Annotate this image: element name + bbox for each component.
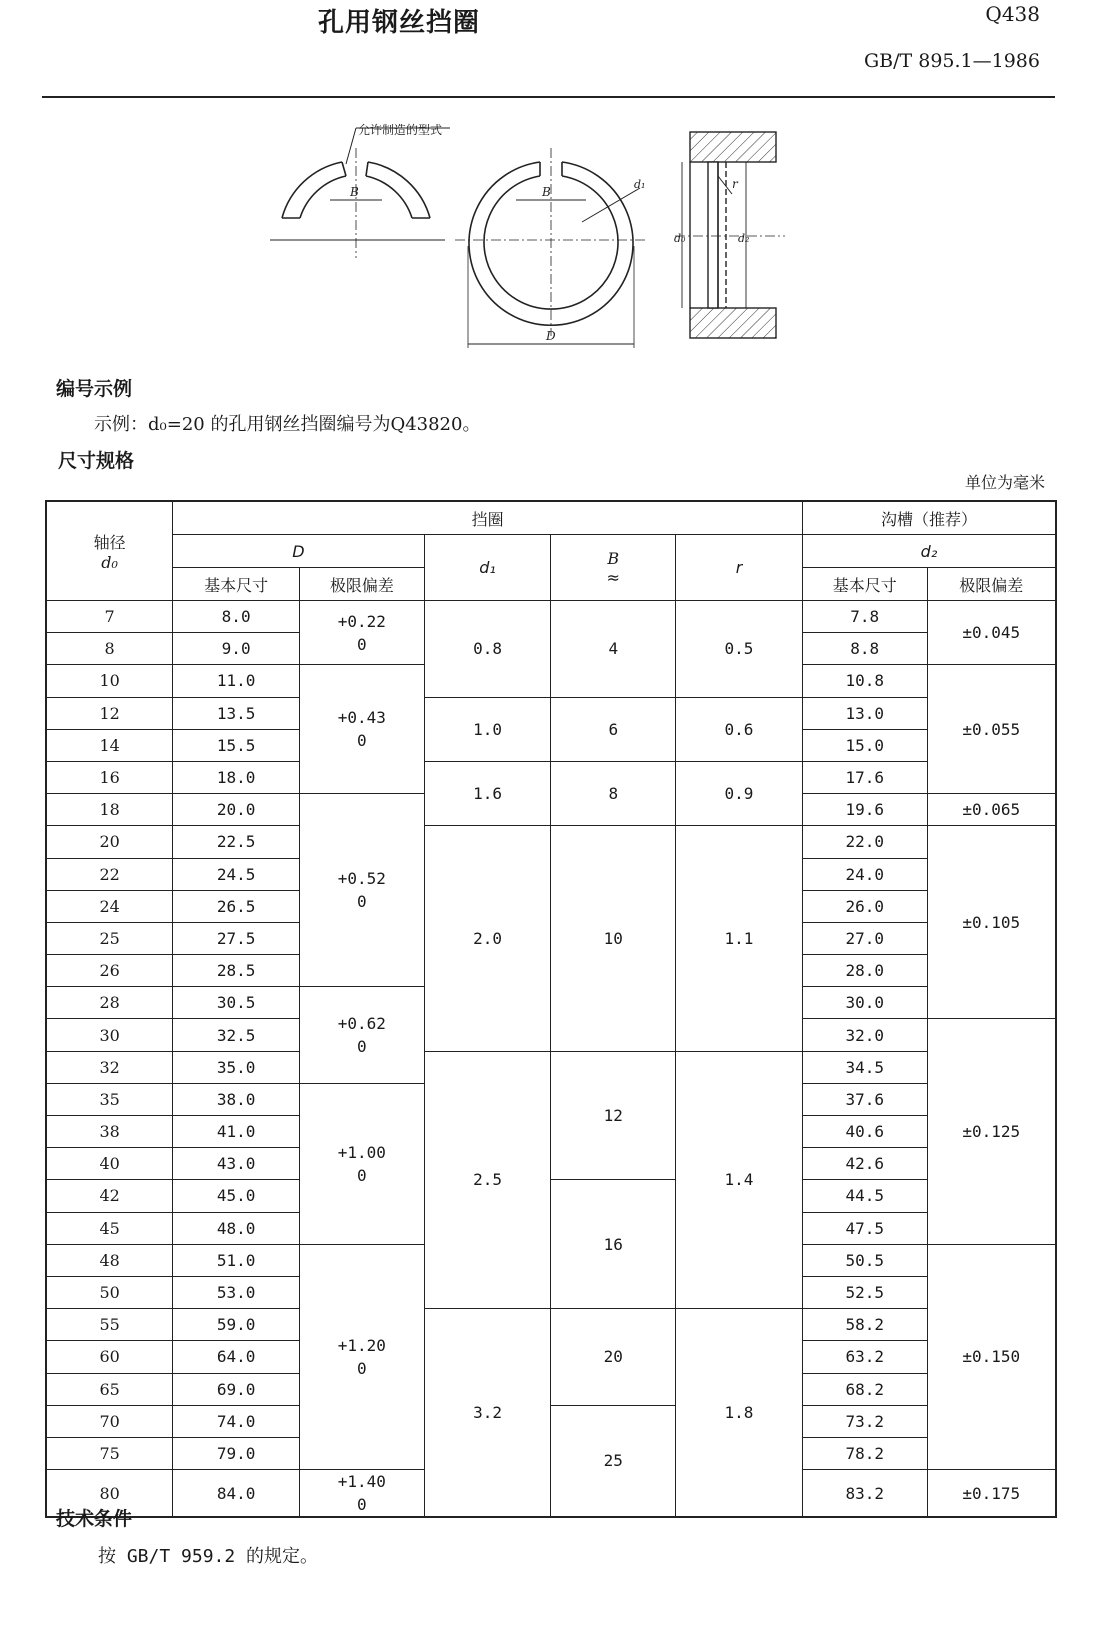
cell-D: 64.0 [173,1341,300,1373]
ring-top-view [455,148,648,348]
numbering-text: 示例：d₀=20 的孔用钢丝挡圈编号为Q43820。 [94,414,481,435]
cell-d0: 12 [46,697,173,729]
header-rule [42,96,1055,98]
cell-D-tol: +1.20 0 [300,1244,425,1469]
spec-table [45,500,1057,1518]
cell-d0: 60 [46,1341,173,1373]
cell-d0: 14 [46,729,173,761]
header-d2: d₂ [802,535,1056,568]
cell-D: 84.0 [173,1470,300,1518]
cell-D: 26.5 [173,890,300,922]
cell-d0: 32 [46,1051,173,1083]
cell-d0: 8 [46,633,173,665]
cell-r: 0.5 [676,601,803,698]
cell-B: 25 [551,1405,676,1517]
cell-d2: 68.2 [802,1373,927,1405]
cell-D: 69.0 [173,1373,300,1405]
cell-D: 41.0 [173,1116,300,1148]
cell-d2: 32.0 [802,1019,927,1051]
page-title: 孔用钢丝挡圈 [318,8,481,38]
cell-d0: 55 [46,1309,173,1341]
cell-B: 4 [551,601,676,698]
cell-D: 79.0 [173,1437,300,1469]
cell-d2: 10.8 [802,665,927,697]
ring-variant-detail [270,128,450,258]
cell-d2-tol: ±0.055 [927,665,1056,794]
cell-D: 15.5 [173,729,300,761]
cell-D: 32.5 [173,1019,300,1051]
cell-d0: 35 [46,1083,173,1115]
cell-D: 45.0 [173,1180,300,1212]
variant-note: 允许制造的型式 [358,123,443,137]
cell-d2: 13.0 [802,697,927,729]
cell-D: 59.0 [173,1309,300,1341]
cell-D: 13.5 [173,697,300,729]
ring-drawing [270,118,830,378]
label-d0: d₀ [674,232,686,245]
cell-d2: 50.5 [802,1244,927,1276]
cell-D-tol: +1.40 0 [300,1470,425,1518]
cell-D: 38.0 [173,1083,300,1115]
cell-D-tol: +1.00 0 [300,1083,425,1244]
cell-d2: 27.0 [802,922,927,954]
cell-d2: 42.6 [802,1148,927,1180]
header-shaft: 轴径 d₀ [46,501,173,601]
cell-d2-tol: ±0.125 [927,1019,1056,1244]
cell-d0: 50 [46,1276,173,1308]
cell-D-tol: +0.52 0 [300,794,425,987]
cell-D: 22.5 [173,826,300,858]
cell-d2: 34.5 [802,1051,927,1083]
cell-d0: 25 [46,922,173,954]
cell-d0: 24 [46,890,173,922]
unit-note: 单位为毫米 [964,473,1045,492]
cell-d2: 22.0 [802,826,927,858]
cell-d0: 22 [46,858,173,890]
cell-r: 0.9 [676,761,803,825]
cell-d2: 47.5 [802,1212,927,1244]
header-d1: d₁ [424,535,551,601]
cell-D: 8.0 [173,601,300,633]
cell-r: 1.1 [676,826,803,1051]
cell-d0: 16 [46,761,173,793]
cell-d0: 28 [46,987,173,1019]
cell-D-tol: +0.43 0 [300,665,425,794]
cell-d0: 18 [46,794,173,826]
cell-D: 51.0 [173,1244,300,1276]
cell-D: 27.5 [173,922,300,954]
cell-d1: 2.5 [424,1051,551,1309]
cell-d2-tol: ±0.045 [927,601,1056,665]
cell-d0: 42 [46,1180,173,1212]
cell-d0: 70 [46,1405,173,1437]
table-row [46,1405,1056,1437]
cell-d0: 7 [46,601,173,633]
header-groove: 沟槽（推荐） [802,501,1056,535]
cell-D: 20.0 [173,794,300,826]
label-r: r [732,177,738,191]
cell-d2: 63.2 [802,1341,927,1373]
cell-d2: 24.0 [802,858,927,890]
cell-D: 11.0 [173,665,300,697]
cell-d2: 40.6 [802,1116,927,1148]
cell-d0: 20 [46,826,173,858]
label-d: D [546,329,556,343]
cell-d2: 83.2 [802,1470,927,1518]
cell-d0: 65 [46,1373,173,1405]
cell-d0: 10 [46,665,173,697]
cell-D: 30.5 [173,987,300,1019]
table-row [46,601,1056,633]
cell-d2: 44.5 [802,1180,927,1212]
cell-D: 35.0 [173,1051,300,1083]
cell-B: 10 [551,826,676,1051]
label-b-left: B [350,185,359,199]
part-code: Q438 [985,2,1040,26]
cell-d1: 0.8 [424,601,551,698]
label-d1: d₁ [634,178,646,191]
header-ring: 挡圈 [173,501,803,535]
header-d2-limit: 极限偏差 [927,568,1056,601]
cell-r: 1.4 [676,1051,803,1309]
cell-B: 12 [551,1051,676,1180]
cell-d2: 73.2 [802,1405,927,1437]
numbering-heading: 编号示例 [56,378,133,400]
tech-text: 按 GB/T 959.2 的规定。 [98,1546,319,1567]
label-d2: d₂ [738,232,750,245]
table-row [46,697,1056,729]
cell-D: 18.0 [173,761,300,793]
cell-r: 0.6 [676,697,803,761]
cell-d2-tol: ±0.105 [927,826,1056,1019]
table-row [46,761,1056,793]
cell-d0: 40 [46,1148,173,1180]
header-D-basic: 基本尺寸 [173,568,300,601]
cell-d2-tol: ±0.150 [927,1244,1056,1469]
table-row [46,1051,1056,1083]
cell-d1: 3.2 [424,1309,551,1517]
cell-B: 20 [551,1309,676,1406]
table-row [46,1309,1056,1341]
cell-d1: 1.0 [424,697,551,761]
table-row [46,826,1056,858]
header-D: D [173,535,424,568]
cell-d2: 30.0 [802,987,927,1019]
cell-D: 28.5 [173,955,300,987]
tech-heading: 技术条件 [56,1508,133,1530]
cell-d2-tol: ±0.065 [927,794,1056,826]
cell-d2: 28.0 [802,955,927,987]
cell-d0: 75 [46,1437,173,1469]
cell-D: 9.0 [173,633,300,665]
cell-d2: 37.6 [802,1083,927,1115]
cell-d2: 7.8 [802,601,927,633]
header-D-limit: 极限偏差 [300,568,425,601]
header-B: B ≈ [551,535,676,601]
cell-d0: 30 [46,1019,173,1051]
cell-r: 1.8 [676,1309,803,1517]
cell-D-tol: +0.22 0 [300,601,425,665]
cell-d0: 26 [46,955,173,987]
cell-D: 43.0 [173,1148,300,1180]
cell-d1: 2.0 [424,826,551,1051]
spec-heading: 尺寸规格 [58,450,135,472]
cell-D-tol: +0.62 0 [300,987,425,1084]
cell-B: 6 [551,697,676,761]
cell-d2: 26.0 [802,890,927,922]
groove-section-view [675,132,785,338]
header-d2-basic: 基本尺寸 [802,568,927,601]
cell-d2: 58.2 [802,1309,927,1341]
cell-d2: 8.8 [802,633,927,665]
table-row [46,1180,1056,1212]
cell-d2: 15.0 [802,729,927,761]
cell-d0: 48 [46,1244,173,1276]
cell-D: 53.0 [173,1276,300,1308]
standard-number: GB/T 895.1—1986 [863,50,1040,72]
header-r: r [676,535,803,601]
cell-d2: 17.6 [802,761,927,793]
cell-d0: 38 [46,1116,173,1148]
cell-D: 24.5 [173,858,300,890]
cell-B: 8 [551,761,676,825]
cell-d1: 1.6 [424,761,551,825]
cell-D: 48.0 [173,1212,300,1244]
cell-d0: 45 [46,1212,173,1244]
cell-d2: 19.6 [802,794,927,826]
cell-B: 16 [551,1180,676,1309]
label-b: B [542,185,551,199]
cell-d2: 78.2 [802,1437,927,1469]
cell-D: 74.0 [173,1405,300,1437]
cell-d2: 52.5 [802,1276,927,1308]
cell-d0: 80 [46,1470,173,1518]
cell-d2-tol: ±0.175 [927,1470,1056,1518]
